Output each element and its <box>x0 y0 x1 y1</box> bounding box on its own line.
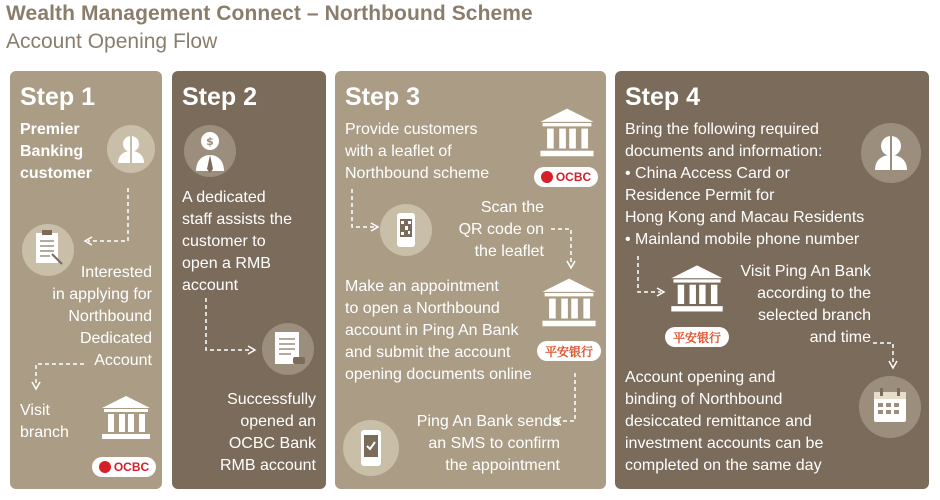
ocbc-logo-text: OCBC <box>113 460 150 474</box>
step-1-panel <box>10 71 162 489</box>
ocbc-mark-icon <box>541 171 553 183</box>
bank-staff-icon <box>184 125 236 177</box>
step-2-panel <box>172 71 326 489</box>
ocbc-mark-icon <box>99 461 111 473</box>
step-3-label: Step 3 <box>345 83 421 111</box>
step-2-text-success: Successfully opened an OCBC Bank RMB account <box>219 391 316 474</box>
step-4-text-visit: Visit Ping An Bank according to the selected branch and time <box>740 263 871 346</box>
step-4-text-complete: Account opening and binding of Northbound desiccated remittance and investment accounts can be completed on the same day <box>625 369 824 474</box>
step-1-label: Step 1 <box>20 83 96 111</box>
flow-arrow <box>347 187 381 233</box>
step-3-text-sms: Ping An Bank sends an SMS to confirm the appointment <box>416 413 560 474</box>
flow-arrow <box>633 254 669 298</box>
flow-arrow <box>871 337 907 371</box>
calendar-icon <box>859 376 921 438</box>
step-2-label: Step 2 <box>182 83 258 111</box>
pingan-logo: 平安银行 <box>665 327 729 347</box>
pingan-logo: 平安银行 <box>537 341 601 361</box>
ocbc-logo-text: OCBC <box>555 170 592 184</box>
step-3-panel <box>335 71 606 489</box>
document-icon <box>262 323 314 375</box>
bank-icon <box>536 105 598 161</box>
step-1-text-customer: Premier Banking customer <box>20 121 93 182</box>
step-4-text-documents: • China Access Card or Residence Permit for Hong Kong and Macau Residents • Mainland mobile phone number <box>625 165 865 248</box>
step-3-text-leaflet: Provide customers with a leaflet of Northbound scheme <box>345 121 490 182</box>
ocbc-logo <box>92 457 156 477</box>
step-3-text-appointment: Make an appointment to open a Northbound account in Ping An Bank and submit the account opening documents online <box>345 278 532 383</box>
page-subtitle: Account Opening Flow <box>6 30 218 53</box>
person-icon <box>861 123 921 183</box>
flow-arrow <box>82 186 134 248</box>
step-1-text-visit: Visit branch <box>20 402 69 441</box>
step-4-text-bring: Bring the following required documents and information: <box>625 121 823 160</box>
svg-text:$: $ <box>206 135 214 148</box>
flow-arrow <box>28 356 88 392</box>
flow-arrow <box>549 221 579 271</box>
bank-icon <box>667 261 727 317</box>
step-2-text-staff: A dedicated staff assists the customer to open a RMB account <box>182 189 292 294</box>
step-4-label: Step 4 <box>625 83 701 111</box>
qr-phone-icon <box>380 204 432 256</box>
bank-icon <box>98 393 154 443</box>
step-1-text-interest: Interested in applying for Northbound Dedicated Account <box>52 264 152 369</box>
bank-icon <box>538 275 600 331</box>
step-4-panel <box>615 71 929 489</box>
sms-phone-icon <box>343 420 399 476</box>
person-icon <box>107 125 155 173</box>
page-title: Wealth Management Connect – Northbound Scheme <box>6 2 533 25</box>
step-3-text-scan: Scan the QR code on the leaflet <box>458 199 544 260</box>
ocbc-logo <box>534 167 598 187</box>
flow-arrow <box>200 296 260 360</box>
